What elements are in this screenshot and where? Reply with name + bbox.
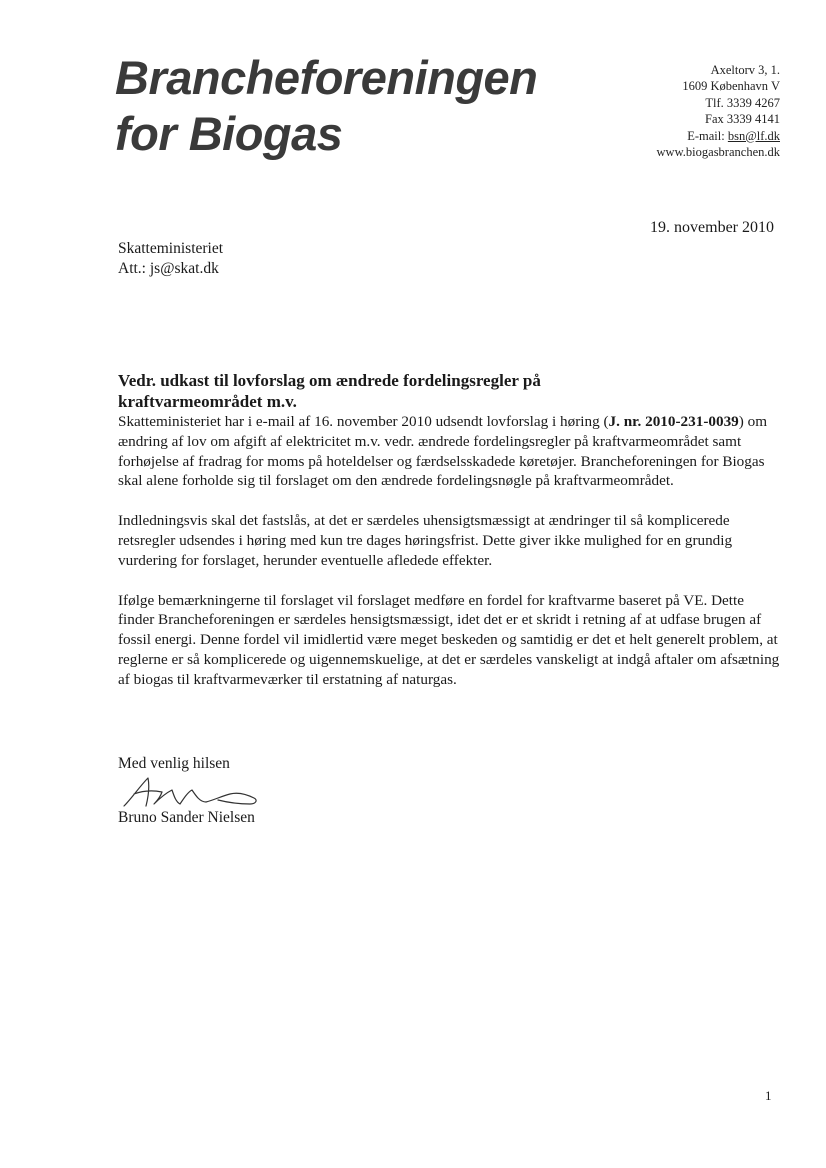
- recipient-att: Att.: js@skat.dk: [118, 260, 219, 277]
- subject-line-2: kraftvarmeområdet m.v.: [118, 392, 297, 411]
- fax-number: Fax 3339 4141: [705, 112, 780, 127]
- phone-number: Tlf. 3339 4267: [705, 95, 780, 110]
- email-link[interactable]: bsn@lf.dk: [727, 128, 780, 143]
- logo-line-2: for Biogas: [115, 107, 343, 160]
- contact-block: [657, 62, 780, 160]
- signer-name: Bruno Sander Nielsen: [118, 809, 255, 826]
- page-number: 1: [765, 1088, 772, 1103]
- organization-logo: [115, 50, 537, 162]
- paragraph-2: Indledningsvis skal det fastslås, at det er særdeles uhensigtsmæssigt at ændringer til så komplicerede retsregler udsendes i høring med kun tre dages høringsfrist. Dette giver ikke mulighed for en grundig vurdering for forslaget, herunder eventuelle afledede effekter.: [118, 512, 733, 569]
- address-line-1: Axeltorv 3, 1.: [710, 63, 780, 77]
- recipient-name: Skatteministeriet: [118, 240, 224, 257]
- paragraph-1: [118, 412, 783, 491]
- email-line: [657, 128, 780, 144]
- website-link[interactable]: www.biogasbranchen.dk: [656, 145, 780, 160]
- subject-line-1: Vedr. udkast til lovforslag om ændrede fordelingsregler på: [118, 371, 541, 390]
- logo-line-1: Brancheforeningen: [115, 51, 538, 104]
- paragraph-3: Ifølge bemærkningerne til forslaget vil forslaget medføre en fordel for kraftvarme baseret på VE. Dette finder Brancheforeningen er særdeles hensigtsmæssigt, idet det er et skridt i retning af at udfase brugen af fossil energi. Denne fordel vil imidlertid være meget beskeden og samtidig er det et helt generelt problem, at reglerne er så komplicerede og uigennemskuelige, at det er særdeles vanskeligt at indgå aftaler om afsætning af biogas til kraftvarmeværker til erstatning af naturgas.: [118, 591, 780, 688]
- signature-icon: [118, 774, 268, 810]
- paragraph-1-end: ) om ændring af lov om afgift af elektricitet m.v. vedr. ændrede fordelingsregler på kraftvarmeområdet samt forhøjelse af fradrag for moms på hoteldelser og færdselsskadede køretøjer. Brancheforeningen for Biogas skal alene forholde sig til forslaget om den ændrede fordelingsnøgle på kraftvarmeområdet.: [118, 413, 768, 490]
- letter-content: [118, 370, 783, 710]
- address-line-2: 1609 København V: [682, 79, 780, 94]
- subject-heading: [118, 370, 783, 412]
- email-label: E-mail:: [687, 128, 728, 143]
- closing-salutation: Med venlig hilsen: [118, 755, 230, 772]
- recipient-block: [118, 239, 223, 279]
- paragraph-1-start: Skatteministeriet har i e-mail af 16. november 2010 udsendt lovforslag i høring (: [118, 413, 609, 430]
- letter-date: 19. november 2010: [650, 219, 774, 236]
- case-number: J. nr. 2010-231-0039: [608, 413, 739, 430]
